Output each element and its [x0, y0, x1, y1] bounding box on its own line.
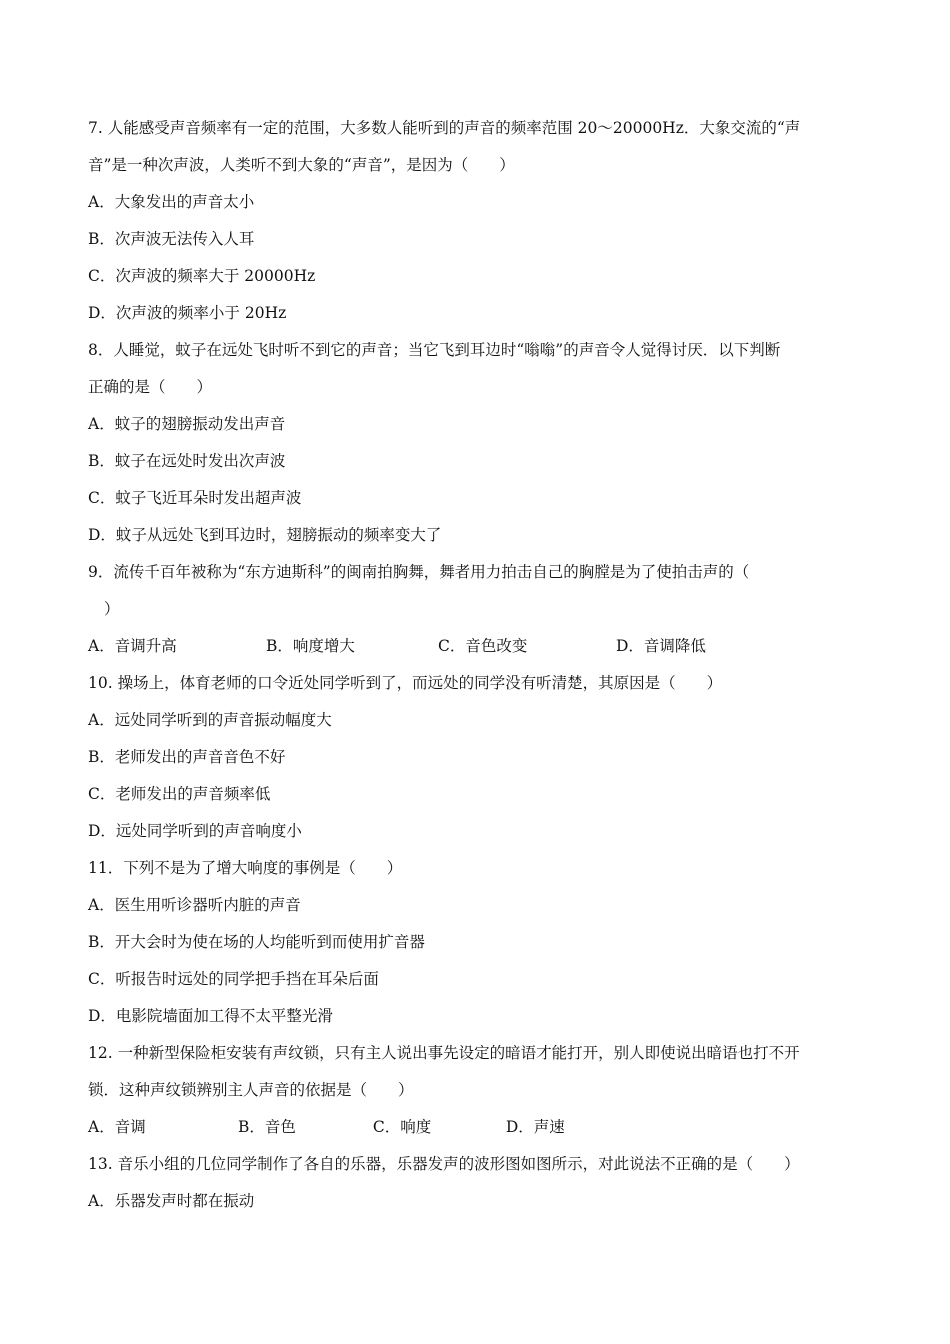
- question-sheet: [88, 110, 863, 1220]
- question-stem: 9．流传千百年被称为“东方迪斯科”的闽南拍胸舞，舞者用力拍击自己的胸膛是为了使拍击声的（: [88, 563, 750, 581]
- option-b: B．蚊子在远处时发出次声波: [88, 452, 286, 470]
- option-d: D．远处同学听到的声音响度小: [88, 822, 302, 840]
- question-stem: 锁．这种声纹锁辨别主人声音的依据是（ ）: [88, 1081, 414, 1099]
- question-stem: 12. 一种新型保险柜安装有声纹锁，只有主人说出事先设定的暗语才能打开，别人即使说出暗语也打不开: [88, 1044, 800, 1062]
- option-a: A．大象发出的声音太小: [88, 193, 255, 211]
- question-stem: 11．下列不是为了增大响度的事例是（ ）: [88, 859, 403, 877]
- option-b: B．次声波无法传入人耳: [88, 230, 255, 248]
- option-a: A．医生用听诊器听内脏的声音: [88, 896, 301, 914]
- question-stem: ）: [104, 600, 120, 618]
- option-a: A．远处同学听到的声音振动幅度大: [88, 711, 332, 729]
- option-d: D．蚊子从远处飞到耳边时，翅膀振动的频率变大了: [88, 526, 442, 544]
- question-7: [88, 110, 863, 332]
- option-c: C．老师发出的声音频率低: [88, 785, 271, 803]
- question-stem: 7. 人能感受声音频率有一定的范围，大多数人能听到的声音的频率范围 20～20000Hz．大象交流的“声: [88, 119, 801, 137]
- option-c: C．响度: [372, 1118, 432, 1136]
- option-a: A．音调: [88, 1118, 146, 1136]
- option-d: D．次声波的频率小于 20Hz: [88, 304, 287, 322]
- question-12: [88, 1035, 863, 1146]
- option-d: D．音调降低: [616, 637, 706, 655]
- option-c: C．音色改变: [438, 637, 528, 655]
- options-row: [88, 1109, 863, 1146]
- question-13: [88, 1146, 863, 1220]
- question-stem: 正确的是（ ）: [88, 378, 213, 396]
- option-c: C．蚊子飞近耳朵时发出超声波: [88, 489, 302, 507]
- option-c: C．次声波的频率大于 20000Hz: [88, 267, 316, 285]
- option-d: D．声速: [505, 1118, 565, 1136]
- question-9: [88, 554, 863, 665]
- question-stem: 音”是一种次声波，人类听不到大象的“声音”，是因为（ ）: [88, 156, 515, 174]
- option-a: A．蚊子的翅膀振动发出声音: [88, 415, 286, 433]
- option-b: B．响度增大: [266, 637, 355, 655]
- question-11: [88, 850, 863, 1035]
- question-stem: 13. 音乐小组的几位同学制作了各自的乐器，乐器发声的波形图如图所示，对此说法不正确的是（ ）: [88, 1155, 800, 1173]
- question-stem: 10. 操场上，体育老师的口令近处同学听到了，而远处的同学没有听清楚，其原因是（ ）: [88, 674, 723, 692]
- question-stem: 8．人睡觉，蚊子在远处飞时听不到它的声音；当它飞到耳边时“嗡嗡”的声音令人觉得讨厌．以下判断: [88, 341, 781, 359]
- option-b: B．音色: [237, 1118, 296, 1136]
- options-row: [88, 628, 863, 665]
- option-b: B．开大会时为使在场的人均能听到而使用扩音器: [88, 933, 425, 951]
- option-c: C．听报告时远处的同学把手挡在耳朵后面: [88, 970, 379, 988]
- question-8: [88, 332, 863, 554]
- question-10: [88, 665, 863, 850]
- option-b: B．老师发出的声音音色不好: [88, 748, 286, 766]
- option-a: A．乐器发声时都在振动: [88, 1192, 255, 1210]
- option-a: A．音调升高: [88, 637, 177, 655]
- option-d: D．电影院墙面加工得不太平整光滑: [88, 1007, 333, 1025]
